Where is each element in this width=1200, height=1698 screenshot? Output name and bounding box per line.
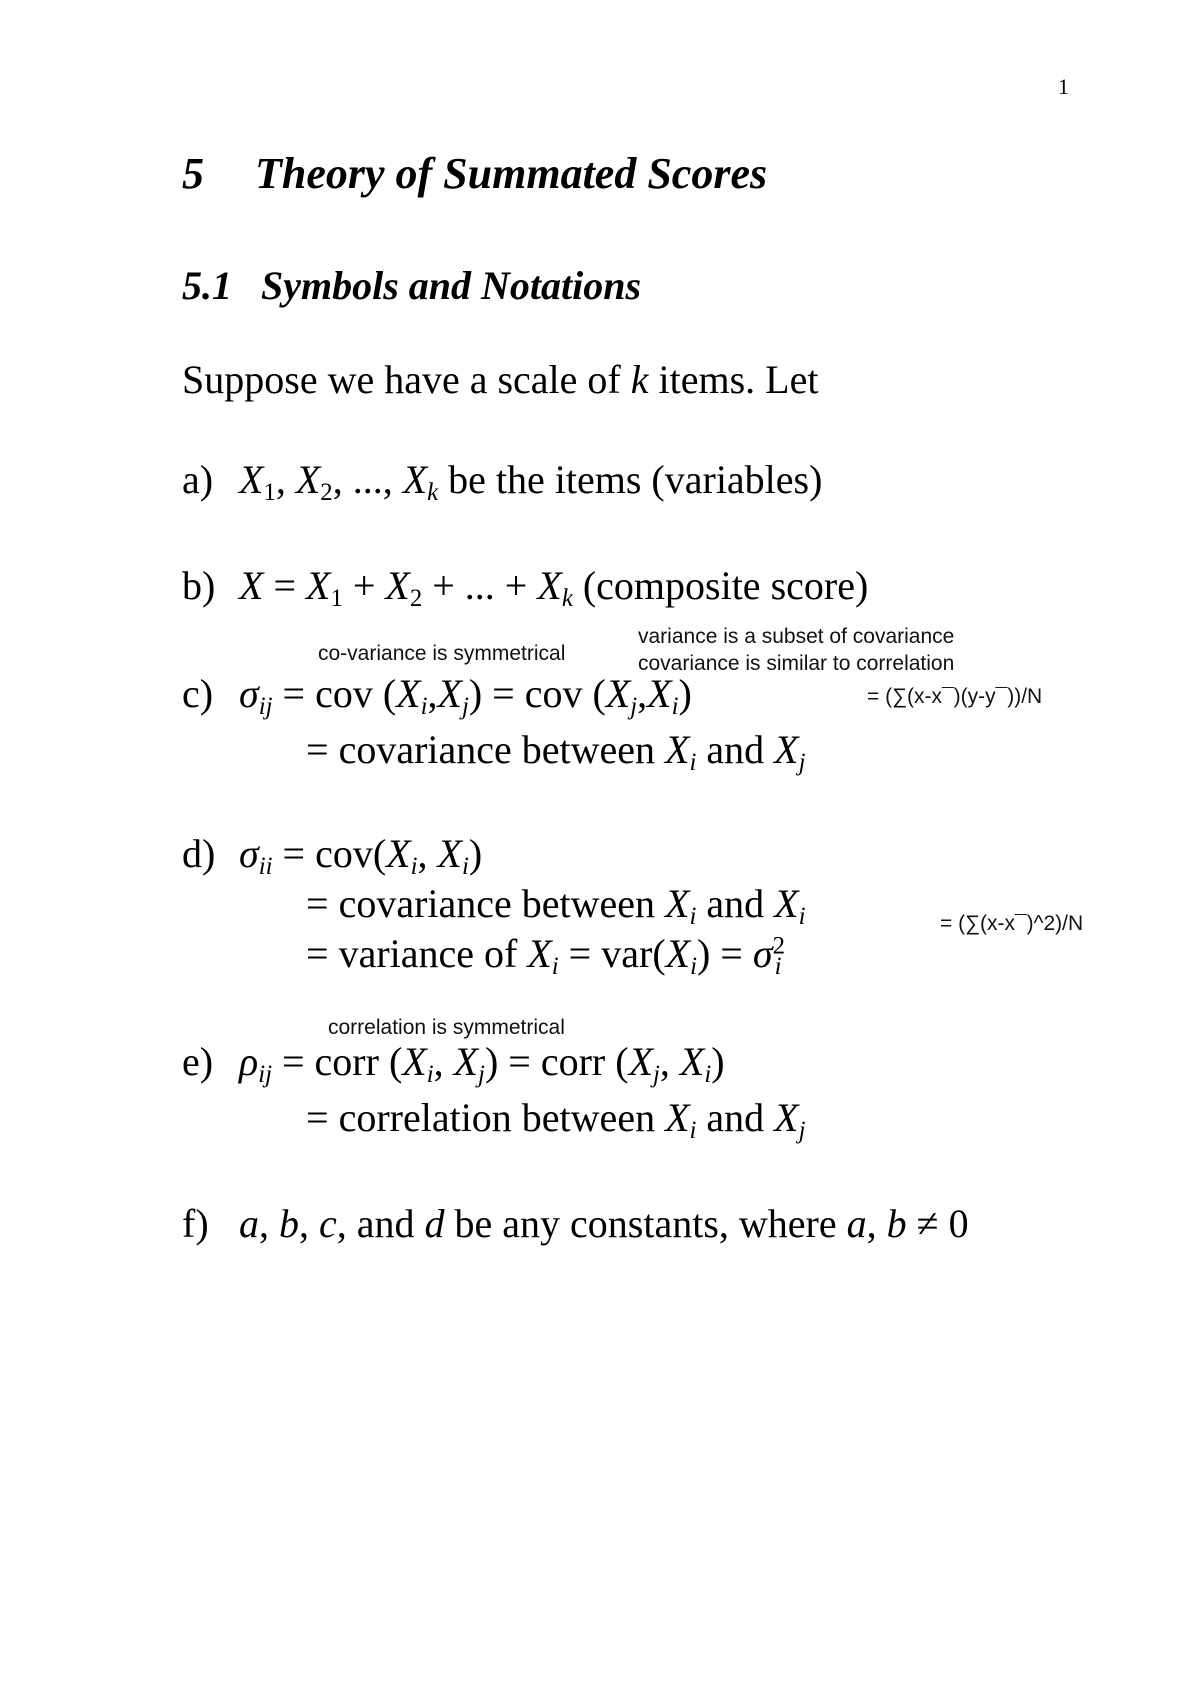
cov-fn-1: cov xyxy=(315,671,373,716)
var-fn: var xyxy=(601,931,653,976)
item-a-text: be the items (variables) xyxy=(448,457,823,502)
item-c-text: covariance between xyxy=(338,727,656,772)
intro-text: Suppose we have a scale of xyxy=(182,357,631,402)
annotation-variance-subset: variance is a subset of covariance xyxy=(638,625,955,648)
item-a: a) $X_1$, $X_2$, ..., $X_k$ be the items (variables) xyxy=(182,457,823,506)
section-heading xyxy=(182,148,767,199)
item-d-text1: covariance between xyxy=(338,881,656,926)
annotation-covariance-similar: covariance is similar to correlation xyxy=(638,652,955,675)
annotation-correlation-symmetric: correlation is symmetrical xyxy=(328,1016,565,1039)
cov-fn-2: cov xyxy=(524,671,583,716)
item-f: f) a, b, c, and d be any constants, where a, b ≠ 0 xyxy=(182,1201,969,1246)
annotation-covariance-symmetric: co-variance is symmetrical xyxy=(318,642,566,665)
section-title: Theory of Summated Scores xyxy=(255,149,768,198)
item-c-label: c) xyxy=(182,671,214,716)
intro-text-end: items. Let xyxy=(648,357,819,402)
item-e-and: and xyxy=(706,1095,765,1140)
item-d-text2: variance of xyxy=(338,931,518,976)
item-c-line1: c) $\sigma_{ij}$ = cov $(X_i,X_j)$ = cov $(X_j,X_i)$ xyxy=(182,671,692,720)
corr-fn-1: corr xyxy=(314,1039,379,1084)
intro-variable: k xyxy=(630,357,649,402)
item-d-line3: = variance of $X_i = var(X_i) = \sigma^2_i$ xyxy=(306,931,785,980)
annotation-covariance-formula: = (∑(x-x¯)(y-y¯))/N xyxy=(867,685,1043,708)
intro-paragraph xyxy=(182,356,818,403)
item-f-text: be any constants, where xyxy=(454,1201,837,1246)
item-a-label: a) xyxy=(182,457,214,502)
section-number: 5 xyxy=(182,149,204,198)
subsection-heading xyxy=(182,262,641,309)
item-f-and: and xyxy=(356,1201,415,1246)
subsection-number: 5.1 xyxy=(182,263,232,308)
item-b: b) $X = X_1 + X_2$ + ... + $X_k$ (composite score) xyxy=(182,563,869,612)
item-d-and: and xyxy=(706,881,765,926)
item-e-line2: = correlation between $X_i$ and $X_j$ xyxy=(306,1095,806,1144)
subsection-title: Symbols and Notations xyxy=(261,263,642,308)
item-d-line1: d) $\sigma_{ii} = cov(X_i$, $X_i$) xyxy=(182,831,483,880)
annotation-variance-formula: = (∑(x-x¯)^2)/N xyxy=(940,912,1084,935)
item-d-line2: = covariance between $X_i$ and $X_i$ xyxy=(306,881,806,930)
item-b-label: b) xyxy=(182,563,216,608)
cov-fn-3: cov xyxy=(315,831,373,876)
item-e-text: correlation between xyxy=(338,1095,656,1140)
item-c-and: and xyxy=(706,727,765,772)
item-e-label: e) xyxy=(182,1039,214,1084)
item-e-line1: e) $\rho_{ij}$ = corr ($X_i$, $X_j$) = corr ($X_j$, $X_i$) xyxy=(182,1039,725,1088)
item-b-text: (composite score) xyxy=(582,563,869,608)
item-d-label: d) xyxy=(182,831,216,876)
page-number: 1 xyxy=(1058,74,1069,99)
corr-fn-2: corr xyxy=(540,1039,606,1084)
item-c-line2: = covariance between $X_i$ and $X_j$ xyxy=(306,727,806,776)
item-f-label: f) xyxy=(182,1201,209,1246)
